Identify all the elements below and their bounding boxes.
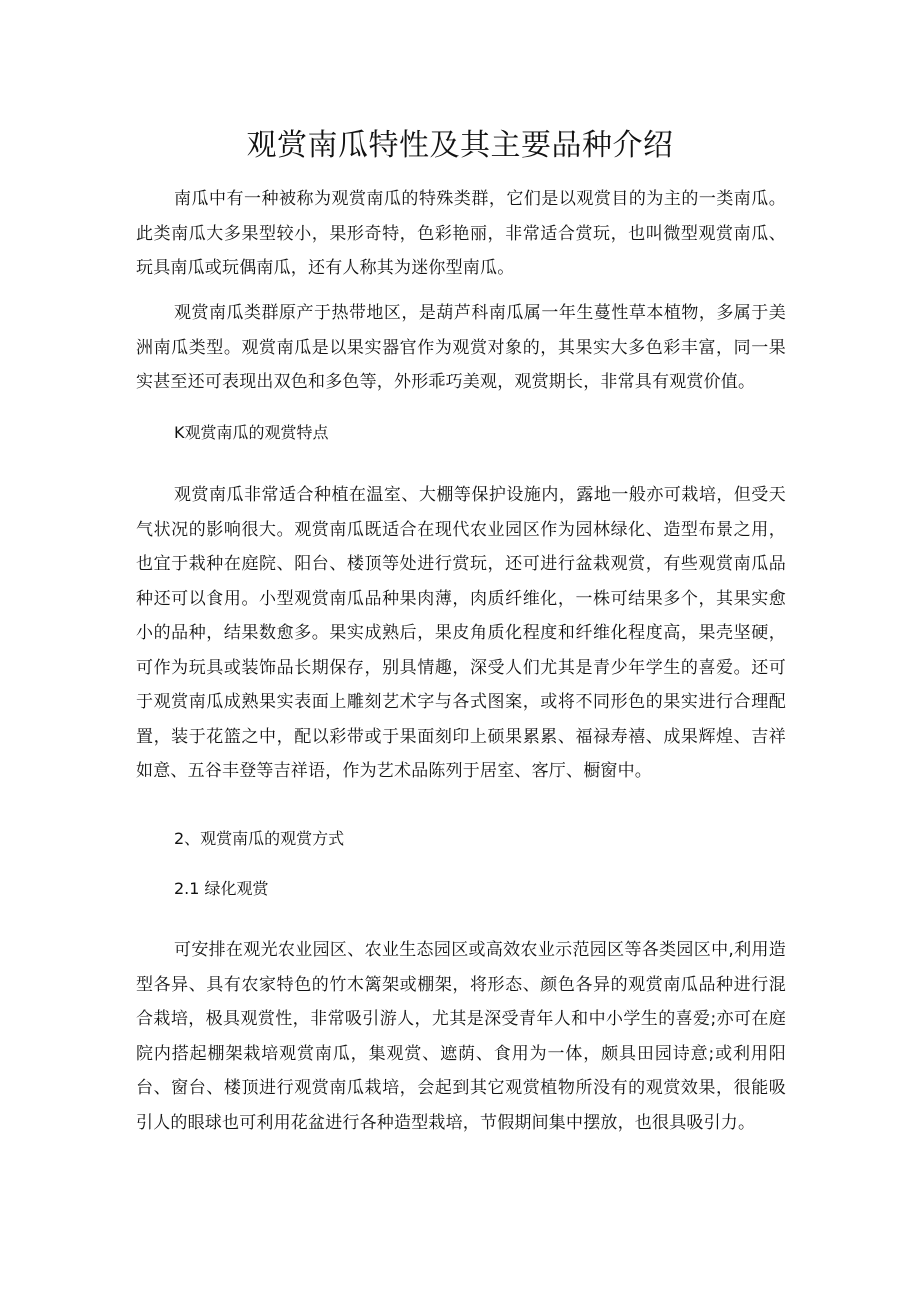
origin-paragraph: 观赏南瓜类群原产于热带地区，是葫芦科南瓜属一年生蔓性草本植物，多属于美洲南瓜类型。观赏南瓜是以果实器官作为观赏对象的，其果实大多色彩丰富，同一果实甚至还可表现出双色和多色等，外形乖巧美观，观赏期长，非常具有观赏价值。 bbox=[136, 303, 786, 392]
intro-paragraph: 南瓜中有一种被称为观赏南瓜的特殊类群，它们是以观赏目的为主的一类南瓜。此类南瓜大多果型较小，果形奇特，色彩艳丽，非常适合赏玩，也叫微型观赏南瓜、玩具南瓜或玩偶南瓜，还有人称其为迷你型南瓜。 bbox=[136, 189, 786, 278]
document-title: 观赏南瓜特性及其主要品种介绍 bbox=[246, 128, 674, 163]
features-paragraph: 观赏南瓜非常适合种植在温室、大棚等保护设施内，露地一般亦可栽培，但受天气状况的影响很大。观赏南瓜既适合在现代农业园区作为园林绿化、造型布景之用，也宜于栽种在庭院、阳台、楼顶等处进行赏玩，还可进行盆栽观赏，有些观赏南瓜品种还可以食用。小型观赏南瓜品种果肉薄，肉质纤维化，一株可结果多个，其果实愈小的品种，结果数愈多。果实成熟后，果皮角质化程度和纤维化程度高，果壳坚硬，可作为玩具或装饰品长期保存，别具情趣，深受人们尤其是青少年学生的喜爱。还可于观赏南瓜成熟果实表面上雕刻艺术字与各式图案，或将不同形色的果实进行合理配置，装于花篮之中，配以彩带或于果面刻印上硕果累累、福禄寿禧、成果辉煌、吉祥如意、五谷丰登等吉祥语，作为艺术品陈列于居室、客厅、橱窗中。 bbox=[136, 485, 786, 781]
section-heading-features: K观赏南瓜的观赏特点 bbox=[174, 423, 329, 442]
subsection-heading-greening: 2.1 绿化观赏 bbox=[174, 879, 269, 898]
greening-paragraph: 可安排在观光农业园区、农业生态园区或高效农业示范园区等各类园区中,利用造型各异、具有农家特色的竹木篱架或棚架，将形态、颜色各异的观赏南瓜品种进行混合栽培，极具观赏性，非常吸引游人，尤其是深受青年人和中小学生的喜爱;亦可在庭院内搭起棚架栽培观赏南瓜，集观赏、遮荫、食用为一体，颇具田园诗意;或利用阳台、窗台、楼顶进行观赏南瓜栽培，会起到其它观赏植物所没有的观赏效果，很能吸引人的眼球也可利用花盆进行各种造型栽培，节假期间集中摆放，也很具吸引力。 bbox=[136, 940, 786, 1133]
section-heading-methods: 2、观赏南瓜的观赏方式 bbox=[174, 829, 345, 848]
